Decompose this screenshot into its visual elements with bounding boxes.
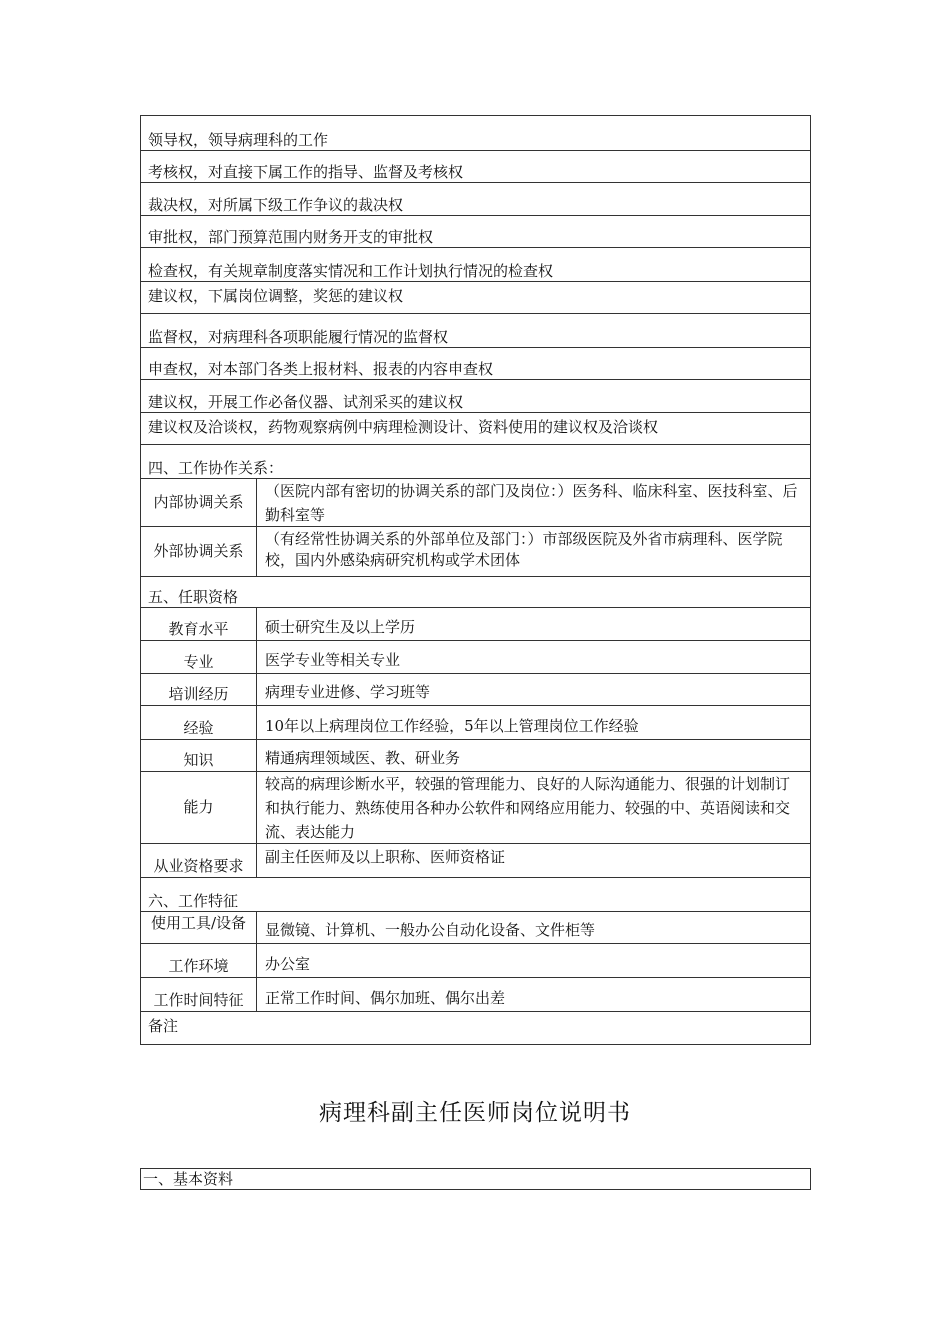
row-label: 外部协调关系 [141,527,257,576]
authority-row [141,412,810,444]
authority-row [141,182,810,215]
section-6-heading [141,877,810,911]
work-feature-row [141,943,810,977]
row-value: 办公室 [265,955,311,973]
row-value: 硕士研究生及以上学历 [265,618,416,636]
section-4-heading [141,444,810,478]
section-title: 五、任职资格 [148,588,239,606]
qualification-row [141,843,810,877]
qualification-row [141,640,810,673]
row-value: （有经常性协调关系的外部单位及部门：）市部级医院及外省市病理科、医学院校，国内外感染病研究机构或学术团体 [265,530,783,569]
row-label: 工作时间特征 [141,978,257,1011]
remarks-label: 备注 [148,1017,179,1035]
row-label: 知识 [141,740,257,771]
qualification-row [141,739,810,771]
authority-text: 考核权，对直接下属工作的指导、监督及考核权 [148,163,464,181]
authority-text: 建议权及洽谈权，药物观察病例中病理检测设计、资料使用的建议权及洽谈权 [148,418,659,436]
row-label: 工作环境 [141,944,257,977]
authority-row [141,313,810,347]
row-value: （医院内部有密切的协调关系的部门及岗位：）医务科、临床科室、医技科室、后勤科室等 [265,482,798,524]
internal-coordination-row [141,478,810,526]
job-description-table [140,115,811,1045]
qualification-row [141,771,810,843]
authority-row [141,347,810,379]
external-coordination-row [141,526,810,576]
row-label: 培训经历 [141,674,257,705]
document-title: 病理科副主任医师岗位说明书 [319,1100,631,1126]
remarks-row [141,1011,810,1044]
authority-row [141,247,810,281]
row-label: 专业 [141,641,257,673]
section-title: 四、工作协作关系： [148,459,284,477]
row-label: 使用工具/设备 [141,912,257,943]
row-label: 能力 [141,772,257,843]
authority-text: 领导权，领导病理科的工作 [148,131,329,149]
authority-text: 审批权，部门预算范围内财务开支的审批权 [148,228,434,246]
authority-row [141,379,810,412]
qualification-row [141,705,810,739]
authority-row [141,116,810,150]
work-feature-row [141,911,810,943]
row-label: 内部协调关系 [141,479,257,526]
row-value: 医学专业等相关专业 [265,651,401,669]
row-value: 病理专业进修、学习班等 [265,683,431,701]
authority-text: 建议权，下属岗位调整，奖惩的建议权 [148,287,404,305]
authority-text: 检查权，有关规章制度落实情况和工作计划执行情况的检查权 [148,262,554,280]
row-value: 较高的病理诊断水平，较强的管理能力、良好的人际沟通能力、很强的计划制订和执行能力、熟练使用各种办公软件和网络应用能力、较强的中、英语阅读和交流、表达能力 [265,775,791,841]
row-value: 正常工作时间、偶尔加班、偶尔出差 [265,989,506,1007]
authority-row [141,281,810,313]
row-label: 经验 [141,706,257,739]
authority-row [141,150,810,182]
row-value: 精通病理领域医、教、研业务 [265,749,461,767]
row-label: 教育水平 [141,608,257,640]
authority-text: 裁决权，对所属下级工作争议的裁决权 [148,196,404,214]
row-value: 副主任医师及以上职称、医师资格证 [265,848,506,866]
authority-text: 建议权，开展工作必备仪器、试剂采买的建议权 [148,393,464,411]
row-value: 显微镜、计算机、一般办公自动化设备、文件柜等 [265,921,596,939]
authority-text: 监督权，对病理科各项职能履行情况的监督权 [148,328,449,346]
work-feature-row [141,977,810,1011]
basic-info-heading: 一、基本资料 [140,1168,811,1190]
qualification-row [141,673,810,705]
section-5-heading [141,576,810,607]
row-value: 10年以上病理岗位工作经验，5年以上管理岗位工作经验 [265,717,639,735]
section-title: 六、工作特征 [148,892,239,910]
authority-row [141,215,810,247]
qualification-row [141,607,810,640]
row-label: 从业资格要求 [141,844,257,877]
authority-text: 申查权，对本部门各类上报材料、报表的内容申查权 [148,360,494,378]
